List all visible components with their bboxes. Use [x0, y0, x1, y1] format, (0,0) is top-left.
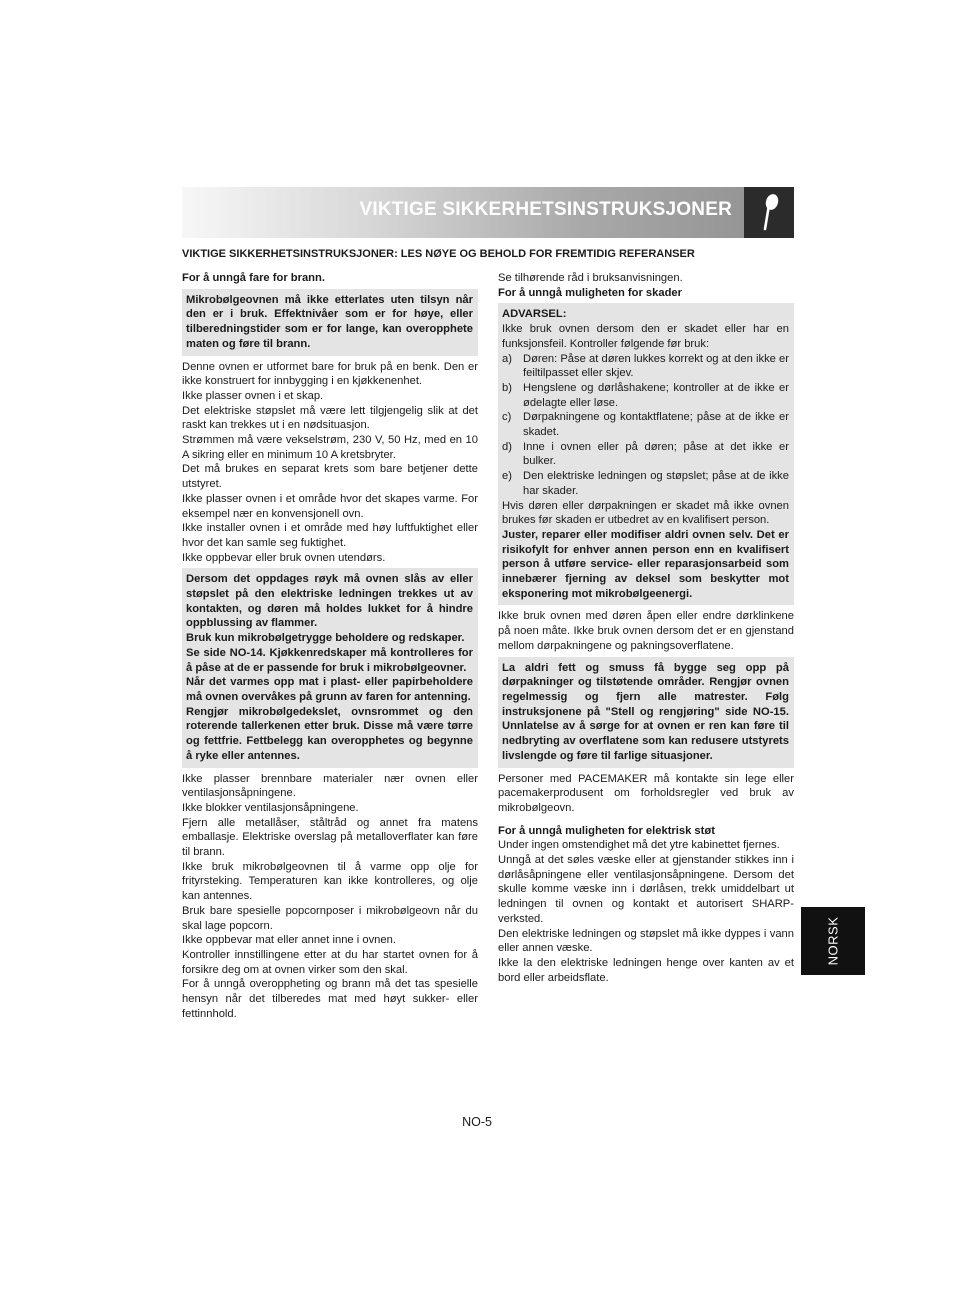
body-text: Det må brukes en separat krets som bare betjener dette utstyret. — [182, 463, 478, 491]
list-label: d) — [502, 440, 512, 453]
advarsel-box — [498, 303, 794, 605]
language-tab — [801, 907, 865, 975]
banner-icon-box — [744, 187, 794, 238]
body-text: Under ingen omstendighet må det ytre kabinettet fjernes. — [498, 839, 780, 852]
body-text: Ikke oppbevar eller bruk ovnen utendørs. — [182, 551, 386, 564]
advarsel-note: Hvis døren eller dørpakningen er skadet må ikke ovnen brukes før skaden er utbedret av en kvalifisert person. — [502, 499, 789, 527]
body-text: Kontroller innstillingene etter at du har startet ovnen for å forsikre deg om at ovnen virker som den skal. — [182, 948, 478, 976]
warning-text: Dersom det oppdages røyk må ovnen slås av eller støpslet på den elektriske ledningen trekkes ut av kontakten, og døren må holdes lukket for å hindre oppblussing av flammer. — [186, 573, 473, 630]
list-label: a) — [502, 352, 512, 365]
body-text: Strømmen må være vekselstrøm, 230 V, 50 Hz, med en 10 A sikring eller en minimum 10 A kretsbryter. — [182, 434, 478, 461]
left-column — [182, 271, 478, 1021]
body-text: Denne ovnen er utformet bare for bruk på en benk. Den er ikke konstruert for innbygging i en kjøkkenenhet. — [182, 360, 478, 388]
advarsel-bold: Juster, reparer eller modifiser aldri ovnen selv. Det er risikofylt for enhver annen person enn en kvalifisert person å utføre service- eller reparasjonsarbeid som innebærer fjerning av deksel som beskytter mot eksponering mot mikrobølgeenergi. — [502, 528, 789, 600]
list-text: Døren: Påse at døren lukkes korrekt og at den ikke er feiltilpasset eller skjev. — [523, 352, 789, 380]
body-text: Ikke blokker ventilasjonsåpningene. — [182, 801, 359, 814]
page-title: VIKTIGE SIKKERHETSINSTRUKSJONER — [359, 199, 732, 220]
list-text: Inne i ovnen eller på døren; påse at det ikke er bulker. — [523, 440, 789, 468]
fire-warning-text: Mikrobølgeovnen må ikke etterlates uten tilsyn når den er i bruk. Effektnivåer som er for høye, eller tilberedningstider som er for lange, kan overopphete maten og føre til brann. — [186, 293, 473, 350]
section-banner — [182, 187, 794, 238]
fire-heading: For å unngå fare for brann. — [182, 272, 325, 284]
warning-text: Bruk kun mikrobølgetrygge beholdere og redskaper. — [186, 632, 465, 645]
list-item — [502, 469, 789, 498]
spoon-info-icon — [755, 193, 783, 233]
advarsel-title: ADVARSEL: — [502, 308, 567, 321]
body-text: Den elektriske ledningen og støpslet må ikke dyppes i vann eller annen væske. — [498, 927, 794, 955]
list-item — [502, 410, 789, 439]
body-text: Ikke plasser ovnen i et område hvor det skapes varme. For eksempel nær en konvensjonell ovn. — [182, 492, 478, 520]
list-label: c) — [502, 411, 512, 424]
subtitle: VIKTIGE SIKKERHETSINSTRUKSJONER: LES NØYE OG BEHOLD FOR FREMTIDIG REFERANSER — [182, 248, 695, 260]
list-item — [502, 440, 789, 469]
body-text: Ikke la den elektriske ledningen henge over kanten av et bord eller arbeidsflate. — [498, 956, 794, 984]
fire-warning-box — [182, 289, 478, 356]
body-text: Det elektriske støpslet må være lett tilgjengelig slik at det raskt kan trekkes ut i en nødsituasjon. — [182, 404, 478, 432]
language-tab-label: NORSK — [825, 916, 841, 966]
right-column — [498, 271, 794, 985]
body-text: Bruk bare spesielle popcornposer i mikrobølgeovn når du skal lage popcorn. — [182, 904, 478, 932]
body-text: Unngå at det søles væske eller at gjenstander stikkes inn i dørlåsåpningene eller ventilasjonsåpningene. Dersom det skulle komme væske inn i dørlåsen, trekk umiddelbart ut ledningen til ovnen og kontakt et autorisert SHARP-verksted. — [498, 854, 794, 925]
warning-text: Når det varmes opp mat i plast- eller papirbeholdere må ovnen overvåkes på grunn av faren for antenning. — [186, 676, 473, 703]
list-item — [502, 352, 789, 381]
list-label: e) — [502, 470, 512, 483]
warning-text: Se side NO-14. Kjøkkenredskaper må kontrolleres for å påse at de er passende for bruk i mikrobølgeovner. — [186, 646, 473, 674]
list-text: Dørpakningene og kontaktflatene; påse at de ikke er skadet. — [523, 411, 789, 439]
injury-heading: For å unngå muligheten for skader — [498, 286, 682, 299]
list-label: b) — [502, 381, 512, 394]
advarsel-intro: Ikke bruk ovnen dersom den er skadet eller har en funksjonsfeil. Kontroller følgende før bruk: — [502, 323, 789, 350]
spacer — [498, 816, 794, 824]
body-text: Ikke oppbevar mat eller annet inne i ovnen. — [182, 934, 396, 947]
cleaning-warning-box — [498, 657, 794, 768]
body-text: Fjern alle metallåser, ståltråd og annet fra matens emballasje. Elektriske overslag på metalloverflater kan føre til brann. — [182, 816, 478, 859]
intro-text: Se tilhørende råd i bruksanvisningen. — [498, 272, 683, 284]
body-text: Ikke installer ovnen i et område med høy luftfuktighet eller hvor det kan samle seg fuktighet. — [182, 522, 478, 549]
list-text: Den elektriske ledningen og støpslet; påse at de ikke har skader. — [523, 470, 789, 497]
shock-heading: For å unngå muligheten for elektrisk støt — [498, 824, 715, 837]
warning-text: Rengjør mikrobølgedekslet, ovnsrommet og den roterende tallerkenen etter bruk. Disse må være tørre og fettfrie. Fettbelegg kan overopphetes og begynne å ryke eller antennes. — [186, 705, 473, 762]
body-text: Ikke bruk ovnen med døren åpen eller endre dørklinkene på noen måte. Ikke bruk ovnen dersom det er en gjenstand mellom dørpakningene og pakningsoverflatene. — [498, 610, 794, 652]
body-text: Ikke plasser ovnen i et skap. — [182, 389, 324, 402]
body-text: For å unngå overoppheting og brann må det tas spesielle hensyn når det tilberedes mat med høyt sukker- eller fettinnhold. — [182, 978, 478, 1020]
pacemaker-text: Personer med PACEMAKER må kontakte sin lege eller pacemakerprodusent om forholdsregler ved bruk av mikrobølgeovn. — [498, 772, 794, 814]
page-number: NO-5 — [462, 1115, 492, 1129]
smoke-warning-box — [182, 568, 478, 767]
check-list — [502, 352, 789, 499]
body-text: Ikke bruk mikrobølgeovnen til å varme opp olje for frityrsteking. Temperaturen kan ikke kontrolleres, og olje kan antennes. — [182, 860, 478, 903]
list-item — [502, 381, 789, 410]
list-text: Hengslene og dørlåshakene; kontroller at de ikke er ødelagte eller løse. — [523, 381, 789, 409]
warning-text: La aldri fett og smuss få bygge seg opp på dørpakninger og tilstøtende områder. Rengjør ovnen regelmessig og fjern alle matrester. Følg instruksjonene på "Stell og rengjøring" side NO-15. Unnlatelse av å sørge for at ovnen er ren kan føre til nedbryting av overflatene som kan redusere utstyrets livslengde og føre til farlige situasjoner. — [502, 661, 789, 762]
body-text: Ikke plasser brennbare materialer nær ovnen eller ventilasjonsåpningene. — [182, 772, 478, 800]
